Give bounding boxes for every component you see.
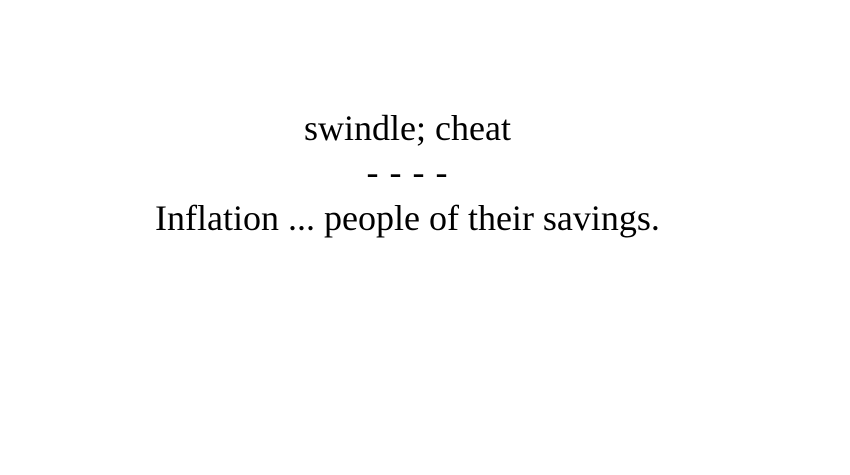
- divider: - - - -: [366, 152, 449, 192]
- example-sentence: Inflation ... people of their savings.: [155, 198, 660, 238]
- definition-text: swindle; cheat: [304, 108, 511, 148]
